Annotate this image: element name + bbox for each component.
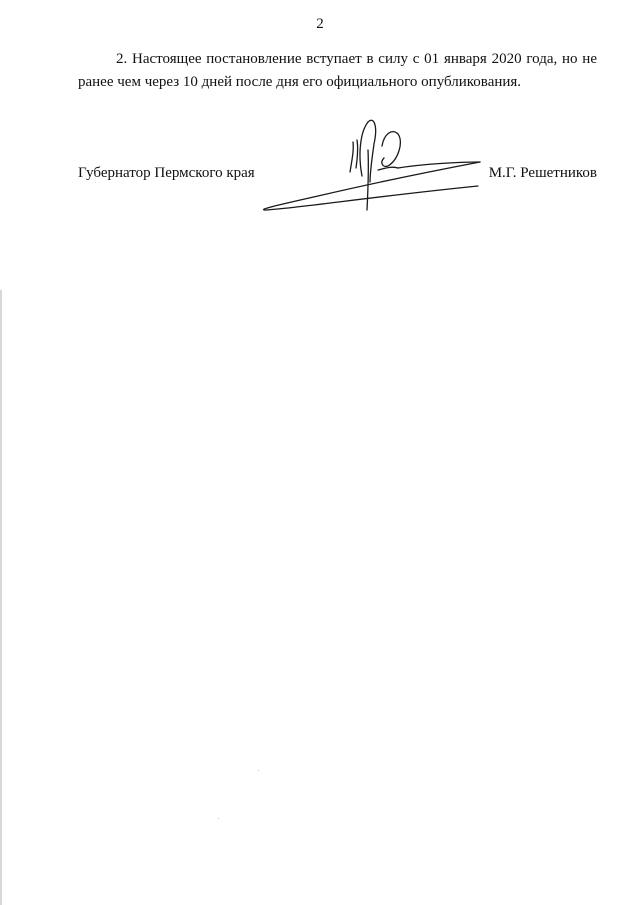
scan-artifact	[218, 818, 219, 819]
signature-stroke	[382, 132, 400, 167]
signatory-position: Губернатор Пермского края	[78, 165, 255, 181]
signature-block	[78, 165, 597, 187]
page-number: 2	[316, 16, 324, 32]
signatory-name: М.Г. Решетников	[488, 165, 597, 181]
scan-edge-line	[0, 290, 2, 905]
body-paragraph	[78, 48, 597, 94]
paragraph-text: 2. Настоящее постановление вступает в силу с 01 января 2020 года, но не ранее чем через 10 дней после дня его официального опубликования.	[78, 51, 597, 90]
signature-stroke	[356, 140, 358, 168]
scan-artifact	[258, 770, 259, 771]
